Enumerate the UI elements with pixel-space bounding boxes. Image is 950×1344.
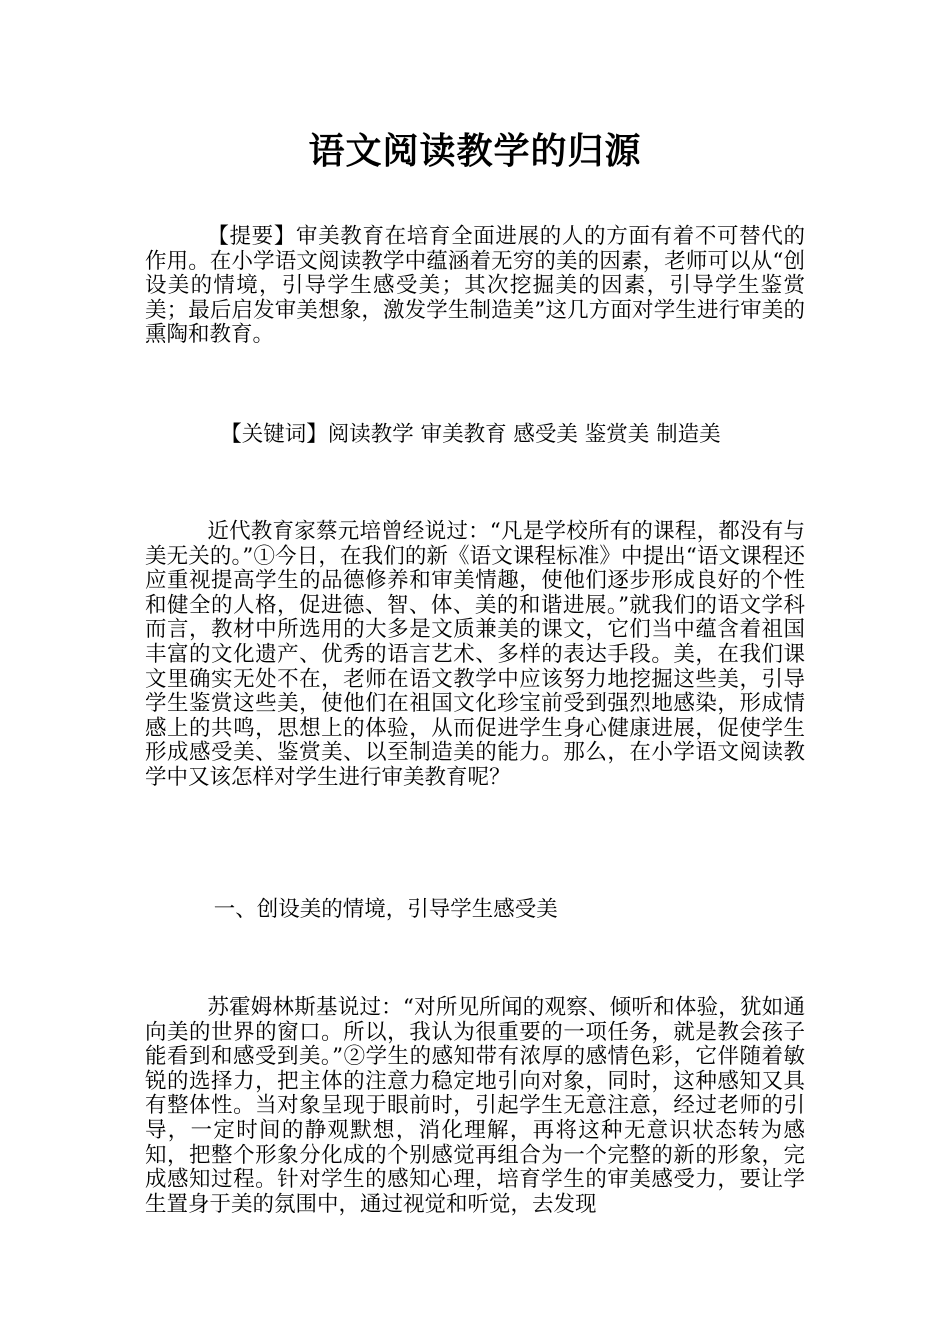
intro-paragraph: 近代教育家蔡元培曾经说过：“凡是学校所有的课程，都没有与美无关的。”①今日，在我们的新《语文课程标准》中提出“语文课程还应重视提高学生的品德修养和审美情趣，使他们逐步形成良好的个性和健全的人格，促进德、智、体、美的和谐进展。”就我们的语文学科而言，教材中所选用的大多是文质兼美的课文，它们当中蕴含着祖国丰富的文化遗产、优秀的语言艺术、多样的表达手段。美，在我们课文里确实无处不在，老师在语文教学中应该努力地挖掘这些美，引导学生鉴赏这些美，使他们在祖国文化珍宝前受到强烈地感染，形成情感上的共鸣，思想上的体验，从而促进学生身心健康进展，促使学生形成感受美、鉴赏美、以至制造美的能力。那么，在小学语文阅读教学中又该怎样对学生进行审美教育呢？ — [145, 519, 805, 790]
document-title: 语文阅读教学的归源 — [308, 130, 642, 172]
section-heading-1: 一、创设美的情境，引导学生感受美 — [213, 897, 558, 922]
keywords-line: 【关键词】阅读教学 审美教育 感受美 鉴赏美 制造美 — [220, 422, 721, 447]
section-1-paragraph: 苏霍姆林斯基说过：“对所见所闻的观察、倾听和体验，犹如通向美的世界的窗口。所以，我认为很重要的一项任务，就是教会孩子能看到和感受到美。”②学生的感知带有浓厚的感情色彩，它伴随着敏锐的选择力，把主体的注意力稳定地引向对象，同时，这种感知又具有整体性。当对象呈现于眼前时，引起学生无意注意，经过老师的引导，一定时间的静观默想，消化理解，再将这种无意识状态转为感知，把整个形象分化成的个别感觉再组合为一个完整的新的形象，完成感知过程。针对学生的感知心理，培育学生的审美感受力，要让学生置身于美的氛围中，通过视觉和听觉，去发现 — [145, 995, 805, 1217]
abstract-paragraph: 【提要】审美教育在培育全面进展的人的方面有着不可替代的作用。在小学语文阅读教学中蕴涵着无穷的美的因素，老师可以从“创设美的情境，引导学生感受美；其次挖掘美的因素，引导学生鉴赏美；最后启发审美想象，激发学生制造美”这几方面对学生进行审美的熏陶和教育。 — [145, 224, 805, 348]
